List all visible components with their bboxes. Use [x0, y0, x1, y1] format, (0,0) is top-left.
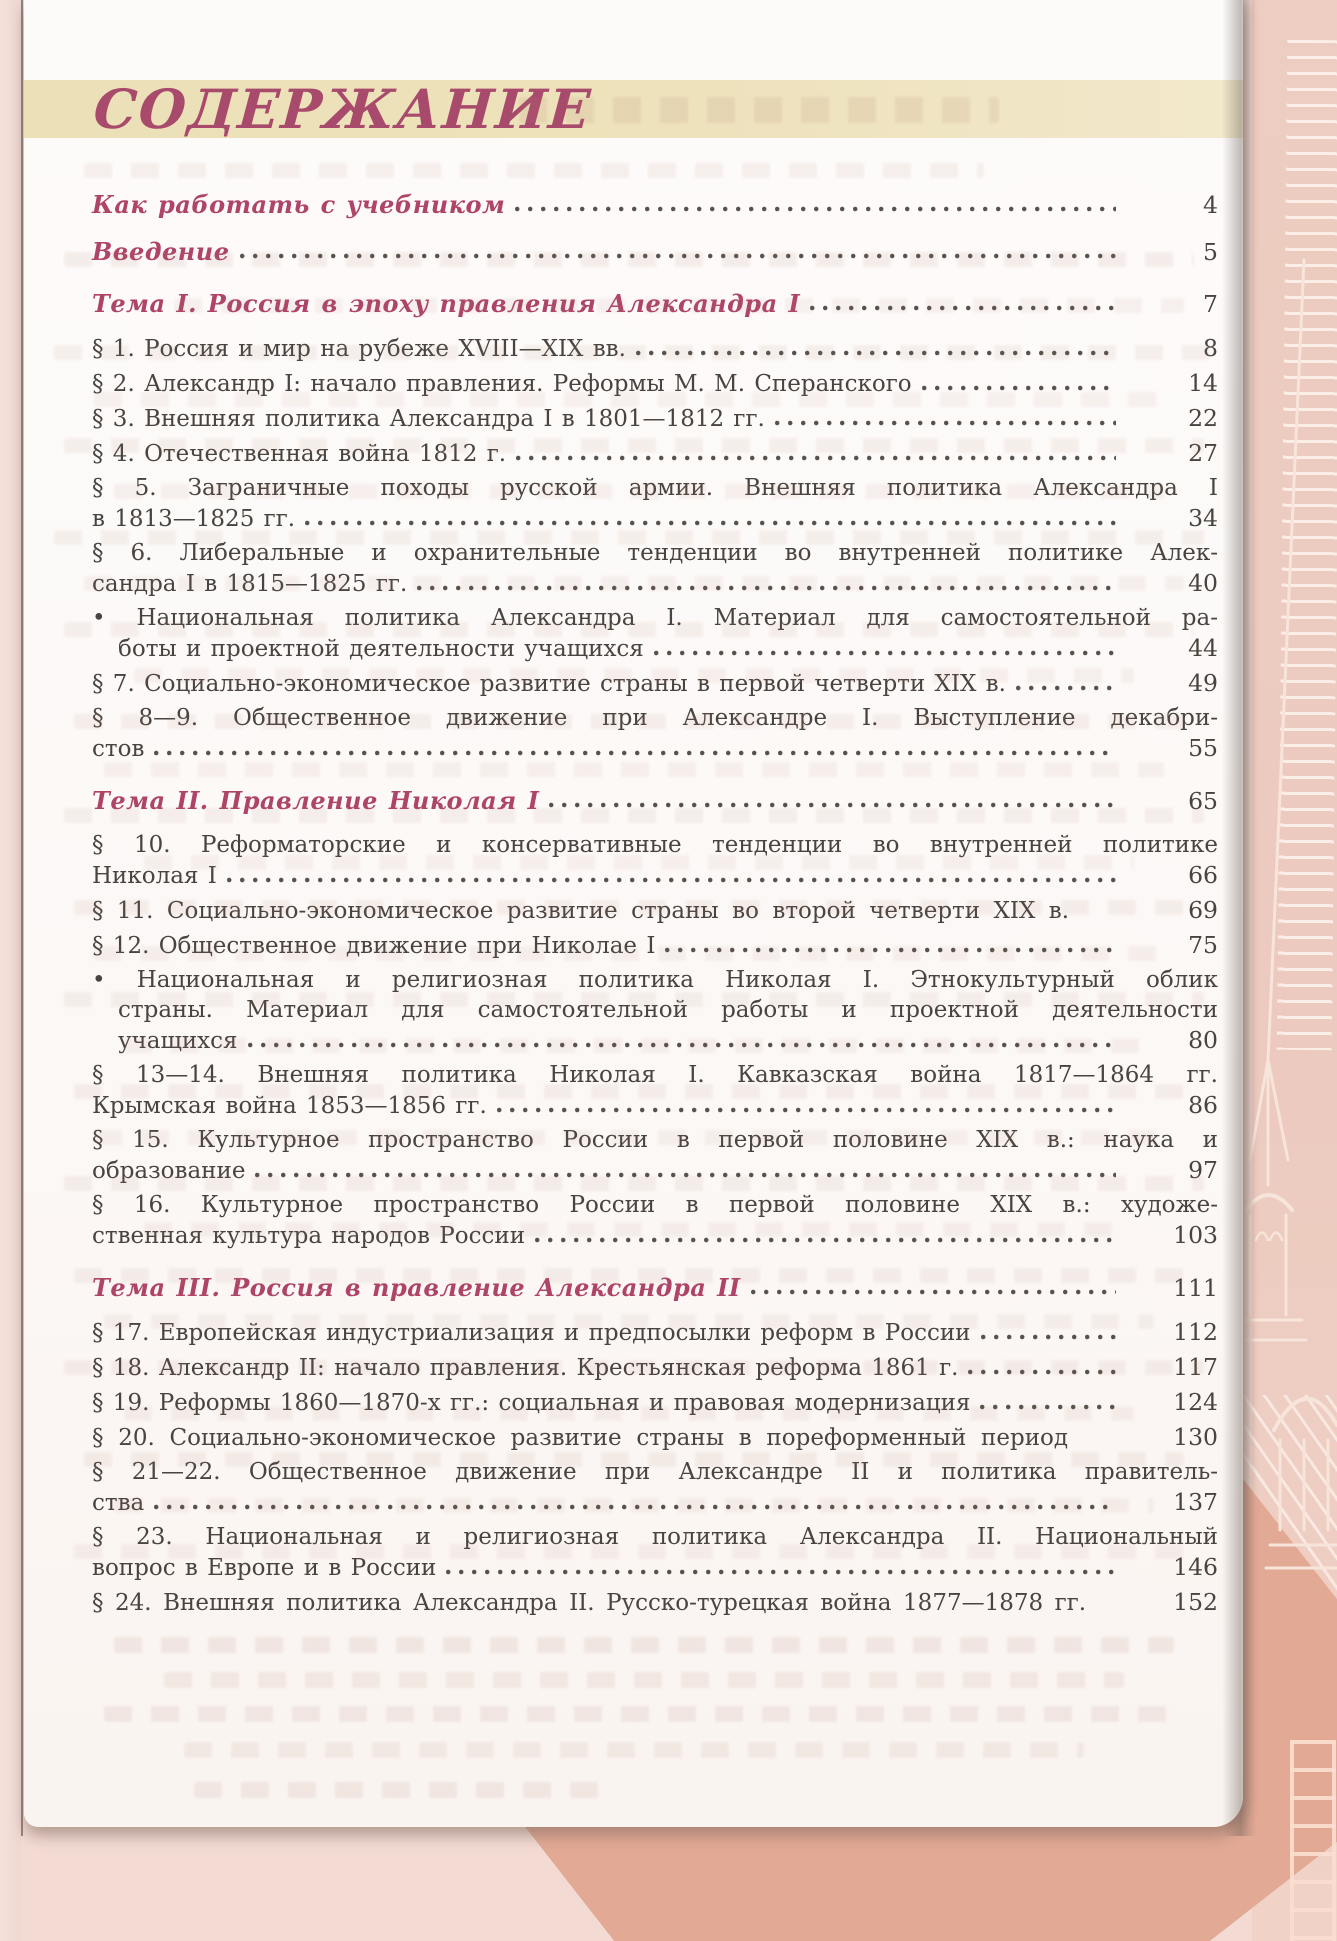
- toc-entry-text: § 1. Россия и мир на рубеже XVIII—XIX вв.: [92, 336, 626, 362]
- toc-entry-line: [92, 1060, 1218, 1090]
- toc-entry-text: § 21—22. Общественное движение при Александре II и политика правитель-: [92, 1459, 1218, 1485]
- toc-entry-line: [92, 368, 1218, 399]
- toc-entry-line: [92, 1387, 1218, 1418]
- toc-entry-text: § 18. Александр II: начало правления. Крестьянская реформа 1861 г.: [92, 1355, 959, 1381]
- toc-entry-text: сандра I в 1815—1825 гг.: [92, 571, 408, 597]
- left-pink-strip: [0, 0, 21, 1941]
- toc-entry-text: § 17. Европейская индустриализация и предпосылки реформ в России: [92, 1320, 971, 1346]
- toc-page-number: 112: [1173, 1318, 1218, 1346]
- toc-entry-text: учащихся: [118, 1028, 238, 1054]
- toc-entry-text: § 15. Культурное пространство России в первой половине XIX в.: наука и: [92, 1127, 1218, 1153]
- toc-entry-line: [92, 733, 1218, 764]
- ghost-text-streak: [114, 1637, 1174, 1653]
- toc-page-number: 40: [1188, 569, 1218, 597]
- toc-entry-line: [92, 895, 1218, 926]
- toc-entry: [92, 1587, 1218, 1618]
- toc-entry-line: [92, 1487, 1218, 1518]
- toc-entry-text: § 19. Реформы 1860—1870-х гг.: социальная и правовая модернизация: [92, 1390, 971, 1416]
- toc-page-number: 111: [1173, 1274, 1218, 1302]
- toc-entry: [92, 473, 1218, 534]
- toc-dot-leader: [1016, 684, 1116, 692]
- toc-entry: [92, 1317, 1218, 1348]
- toc-page-number: 8: [1203, 334, 1218, 362]
- toc-entry-line: [92, 438, 1218, 469]
- page-title: СОДЕРЖАНИЕ: [91, 77, 595, 141]
- toc-entry: [92, 703, 1218, 764]
- ghost-text-streak: [104, 1706, 1184, 1722]
- toc-dot-leader: [516, 454, 1116, 462]
- toc-entry-line: [92, 1090, 1218, 1121]
- toc-entry-line: [92, 1522, 1218, 1552]
- toc-page-number: 124: [1173, 1388, 1218, 1416]
- toc-entry: [92, 895, 1218, 926]
- toc-page-number: 14: [1188, 369, 1218, 397]
- toc-dot-leader: [968, 1368, 1116, 1376]
- toc-entry-text: в 1813—1825 гг.: [92, 506, 296, 532]
- toc-dot-leader: [665, 946, 1116, 954]
- toc-entry-text: Николая I: [92, 863, 217, 889]
- toc-dot-leader: [497, 1106, 1116, 1114]
- toc-entry-line: [92, 568, 1218, 599]
- toc-page-number: 146: [1173, 1553, 1218, 1581]
- toc-dot-leader: [305, 519, 1116, 527]
- toc-dot-leader: [1079, 911, 1116, 919]
- toc-page-number: 44: [1188, 634, 1218, 662]
- toc-entry: [92, 289, 1218, 319]
- ghost-text-streak: [194, 1782, 614, 1798]
- toc-entry-line: [92, 668, 1218, 699]
- toc-entry-line: [92, 333, 1218, 364]
- toc-entry: [92, 403, 1218, 434]
- toc-entry: [92, 538, 1218, 599]
- toc-entry-text: • Национальная и религиозная политика Николая I. Этнокультурный облик: [92, 967, 1218, 993]
- toc-dot-leader: [1078, 1438, 1116, 1446]
- toc-dot-leader: [248, 1041, 1116, 1049]
- ladder-sketch: [1290, 1740, 1336, 1941]
- toc-dot-leader: [810, 304, 1116, 312]
- ghost-text-streak: [84, 163, 984, 178]
- toc-entry: [92, 333, 1218, 364]
- toc-entry-line: [92, 930, 1218, 961]
- toc-entry-text: § 2. Александр I: начало правления. Реформы М. М. Сперанского: [92, 371, 912, 397]
- toc-entry-text: § 5. Заграничные походы русской армии. Внешняя политика Александра I: [92, 475, 1218, 501]
- toc-entry-text: стов: [92, 736, 145, 762]
- title-banner: [24, 77, 1243, 141]
- toc-entry: [92, 1522, 1218, 1583]
- toc-entry-line: [92, 1220, 1218, 1251]
- toc-dot-leader: [154, 749, 1116, 757]
- toc-dot-leader: [227, 876, 1116, 884]
- toc-page-number: 4: [1203, 191, 1218, 219]
- toc-dot-leader: [981, 1333, 1117, 1341]
- toc-dot-leader: [255, 1171, 1116, 1179]
- toc-entry-line: [92, 603, 1218, 633]
- toc-entry: [92, 1190, 1218, 1251]
- ghost-text-streak: [164, 1672, 1124, 1688]
- toc-entry-text: вопрос в Европе и в России: [92, 1555, 437, 1581]
- toc-entry-text: § 8—9. Общественное движение при Александре I. Выступление декабри-: [92, 705, 1218, 731]
- toc-page-number: 137: [1173, 1488, 1218, 1516]
- page-sheet: [24, 0, 1243, 1827]
- toc-page-number: 69: [1188, 896, 1218, 924]
- toc-dot-leader: [775, 419, 1116, 427]
- toc-entry-text: ственная культура народов России: [92, 1223, 526, 1249]
- toc-entry-text: Введение: [92, 237, 230, 266]
- toc-entry-line: [92, 1025, 1218, 1056]
- toc-entry-text: Крымская война 1853—1856 гг.: [92, 1093, 487, 1119]
- toc-entry-text: § 4. Отечественная война 1812 г.: [92, 441, 507, 467]
- ghost-text-streak: [184, 1742, 1084, 1758]
- toc-dot-leader: [549, 801, 1116, 809]
- spire-illustration: [1244, 200, 1337, 1600]
- toc-entry-text: § 24. Внешняя политика Александра II. Русско-турецкая война 1877—1878 гг.: [92, 1590, 1087, 1616]
- toc-page-number: 7: [1203, 290, 1218, 318]
- toc-entry-text: § 16. Культурное пространство России в первой половине XIX в.: художе-: [92, 1192, 1218, 1218]
- toc-entry-line: [92, 1457, 1218, 1487]
- toc-entry: [92, 1060, 1218, 1121]
- toc-entry: [92, 965, 1218, 1056]
- toc-entry-text: страны. Материал для самостоятельной работы и проектной деятельности: [118, 997, 1218, 1023]
- toc-dot-leader: [636, 349, 1116, 357]
- toc-entry-line: [92, 538, 1218, 568]
- toc-entry-text: Тема III. Россия в правление Александра II: [92, 1273, 741, 1302]
- toc-entry-line: [92, 965, 1218, 995]
- toc-entry: [92, 237, 1218, 267]
- toc-dot-leader: [515, 205, 1116, 213]
- toc-page-number: 49: [1188, 669, 1218, 697]
- toc-entry-line: [92, 1552, 1218, 1583]
- table-of-contents: [92, 190, 1218, 1622]
- toc-entry-line: [92, 403, 1218, 434]
- toc-entry-line: [92, 1317, 1218, 1348]
- toc-page-number: 22: [1188, 404, 1218, 432]
- toc-dot-leader: [922, 384, 1116, 392]
- toc-entry-line: [92, 503, 1218, 534]
- toc-entry-line: [92, 1190, 1218, 1220]
- toc-entry: [92, 368, 1218, 399]
- toc-entry: [92, 830, 1218, 891]
- toc-entry-text: Тема II. Правление Николая I: [92, 786, 540, 815]
- toc-entry-line: [92, 473, 1218, 503]
- toc-entry: [92, 603, 1218, 664]
- toc-page-number: 34: [1188, 504, 1218, 532]
- toc-entry-text: § 20. Социально-экономическое развитие страны в пореформенный период: [92, 1425, 1069, 1451]
- toc-page-number: 97: [1188, 1156, 1218, 1184]
- toc-page-number: 27: [1188, 439, 1218, 467]
- toc-entry-text: § 7. Социально-экономическое развитие страны в первой четверти XIX в.: [92, 671, 1006, 697]
- toc-entry-line: [92, 190, 1218, 220]
- toc-page-number: 5: [1203, 238, 1218, 266]
- toc-entry-line: [92, 786, 1218, 816]
- toc-dot-leader: [751, 1288, 1116, 1296]
- toc-entry-text: Тема I. Россия в эпоху правления Александра I: [92, 289, 801, 318]
- toc-entry: [92, 1457, 1218, 1518]
- toc-entry: [92, 1125, 1218, 1186]
- toc-entry-line: [92, 703, 1218, 733]
- toc-page-number: 86: [1188, 1091, 1218, 1119]
- toc-page-number: 65: [1188, 787, 1218, 815]
- toc-entry: [92, 668, 1218, 699]
- toc-entry-text: § 12. Общественное движение при Николае I: [92, 933, 656, 959]
- toc-entry: [92, 1352, 1218, 1383]
- toc-entry: [92, 1422, 1218, 1453]
- toc-page-number: 80: [1188, 1026, 1218, 1054]
- toc-entry-line: [92, 237, 1218, 267]
- toc-entry-line: [92, 830, 1218, 860]
- toc-entry-text: § 13—14. Внешняя политика Николая I. Кавказская война 1817—1864 гг.: [92, 1062, 1218, 1088]
- toc-entry-text: § 10. Реформаторские и консервативные тенденции во внутренней политике: [92, 832, 1218, 858]
- toc-dot-leader: [154, 1503, 1116, 1511]
- toc-page-number: 75: [1188, 931, 1218, 959]
- toc-dot-leader: [446, 1568, 1116, 1576]
- toc-entry: [92, 438, 1218, 469]
- toc-dot-leader: [535, 1236, 1116, 1244]
- toc-entry-line: [92, 1352, 1218, 1383]
- toc-entry-text: § 6. Либеральные и охранительные тенденции во внутренней политике Алек-: [92, 540, 1218, 566]
- toc-entry: [92, 190, 1218, 220]
- toc-page-number: 130: [1173, 1423, 1219, 1451]
- toc-dot-leader: [417, 584, 1116, 592]
- toc-page-number: 152: [1173, 1588, 1218, 1616]
- toc-dot-leader: [240, 252, 1117, 260]
- toc-entry-text: Как работать с учебником: [92, 190, 506, 219]
- toc-entry-line: [92, 1422, 1218, 1453]
- toc-entry: [92, 1273, 1218, 1303]
- toc-page-number: 103: [1173, 1221, 1218, 1249]
- toc-entry-line: [92, 289, 1218, 319]
- toc-entry-text: боты и проектной деятельности учащихся: [118, 636, 644, 662]
- left-edge-line: [21, 0, 23, 1836]
- toc-page-number: 55: [1188, 734, 1218, 762]
- toc-page-number: 117: [1173, 1353, 1218, 1381]
- toc-entry-text: § 11. Социально-экономическое развитие страны во второй четверти XIX в.: [92, 898, 1070, 924]
- toc-entry: [92, 1387, 1218, 1418]
- toc-entry-line: [92, 1273, 1218, 1303]
- toc-entry-line: [92, 860, 1218, 891]
- toc-entry-text: ства: [92, 1490, 145, 1516]
- toc-entry-line: [92, 1155, 1218, 1186]
- toc-entry-line: [92, 1587, 1218, 1618]
- toc-dot-leader: [1096, 1603, 1116, 1611]
- toc-entry: [92, 930, 1218, 961]
- toc-dot-leader: [654, 649, 1116, 657]
- toc-dot-leader: [980, 1403, 1116, 1411]
- toc-entry-text: § 3. Внешняя политика Александра I в 1801—1812 гг.: [92, 406, 765, 432]
- toc-entry-text: • Национальная политика Александра I. Материал для самостоятельной ра-: [92, 605, 1218, 631]
- toc-entry: [92, 786, 1218, 816]
- toc-page-number: 66: [1188, 861, 1218, 889]
- toc-entry-text: § 23. Национальная и религиозная политика Александра II. Национальный: [92, 1524, 1218, 1550]
- toc-entry-text: образование: [92, 1158, 246, 1184]
- toc-entry-line: [92, 995, 1218, 1025]
- toc-entry-line: [92, 1125, 1218, 1155]
- toc-entry-line: [92, 633, 1218, 664]
